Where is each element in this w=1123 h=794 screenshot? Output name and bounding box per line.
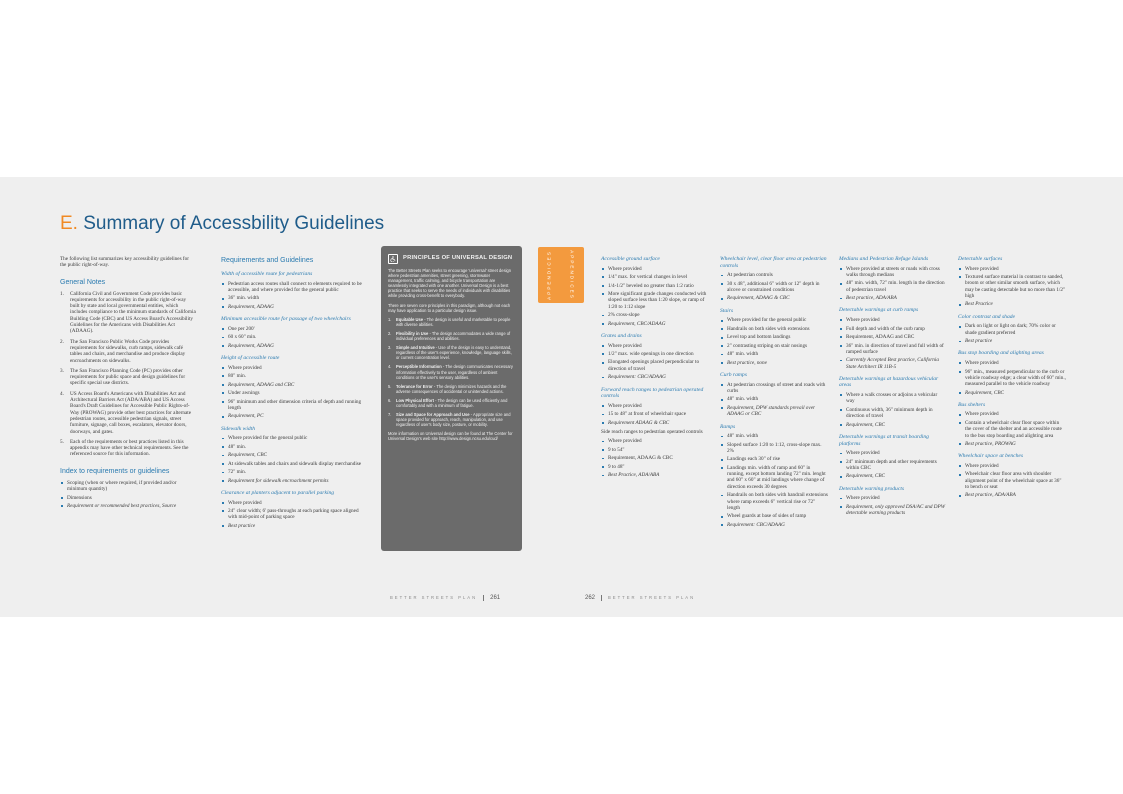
list-item: Where provided for the general public: [720, 317, 828, 323]
list-item: 2" contrasting striping on stair nosings: [720, 343, 828, 349]
list-item: 48" min.: [221, 444, 368, 450]
list-item: Best practice: [221, 523, 368, 529]
list-item: 72" min.: [221, 469, 368, 475]
list-item: Where provided: [601, 403, 709, 409]
bullet-list: [839, 266, 947, 302]
list-item: Wheel guards at base of sides of ramp: [720, 513, 828, 519]
page-number: 261: [490, 595, 501, 602]
list-item: 30 x 48", additional 6" width or 12" depth in alcove or constrained conditions: [720, 281, 828, 294]
list-item: Where provided at streets or roads with cross walks through medians: [839, 266, 947, 279]
section-heading: Detectable surfaces: [958, 256, 1003, 262]
list-item: Contain a wheelchair clear floor space within the cover of the shelter and an accessible route to the bus stop boarding and alighting area: [958, 420, 1066, 439]
section-heading: Stairs: [720, 307, 734, 314]
list-item: 48" min. width: [720, 433, 828, 439]
list-item: Where provided: [839, 317, 947, 323]
principle-item: [388, 412, 516, 427]
list-item: Requirement, CBC: [839, 473, 947, 479]
list-item: 9 to 48": [601, 464, 709, 470]
note-text: US Access Board's Americans with Disabilities Act and Architectural Barriers Act (ADA/ABA) and US Access Board's Draft Guidelines for Accessible Public Rights-of-Way (PROWAG) provide other best practices for alternate pedestrian routes, accessible pedestrian signals, street furniture, signage, call boxes, escalators, elevator doors, doorways, and gates.: [70, 390, 192, 435]
list-item: Requirement, ADAAG: [221, 304, 368, 310]
list-item: 1/2" max. wide openings in one direction: [601, 351, 709, 357]
list-item: 48" min. width: [720, 351, 828, 357]
title-text: Summary of Accessbility Guidelines: [83, 213, 385, 234]
principle-item: [388, 345, 516, 360]
appendices-tab: [538, 247, 584, 303]
list-item: Requirement: CBC/ADAAG: [601, 374, 709, 380]
list-item: Full depth and width of the curb ramp: [839, 326, 947, 332]
list-item: 9 to 54": [601, 447, 709, 453]
list-item: Best practice, ADA/ABA: [839, 295, 947, 301]
note-number: 5.: [60, 438, 64, 445]
principle-text: - Appropriate size and space provided for approach, reach, manipulation, and use regardless of user's body size, posture, or mobility.: [396, 412, 511, 428]
list-item: Requirement, PC: [221, 413, 368, 419]
section-heading: Wheelchair space at benches: [958, 453, 1024, 460]
list-item: 60 x 60" min.: [221, 334, 368, 340]
list-item: Requirement, ADAAG and CBC: [839, 334, 947, 340]
list-item: Requirement, ADAAG and CBC: [221, 382, 368, 388]
principle-text: - Use of the design is easy to understand, regardless of the user's experience, knowledge, language skills, or current concentration level.: [396, 345, 512, 361]
list-item: Best practice, PROWAG: [958, 441, 1066, 447]
section-heading: Width of accessible route for pedestrians: [221, 271, 313, 277]
principles-list: [388, 317, 516, 428]
principle-text: - The design minimizes hazards and the adverse consequences of accidental or unintended actions.: [396, 383, 507, 394]
list-item: Where provided: [958, 463, 1066, 469]
list-item: 48" min. width, 72" min. length in the direction of pedestrian travel: [839, 280, 947, 293]
appendices-tab-label: APPENDICES: [546, 250, 552, 300]
list-item: Elongated openings placed perpendicular to direction of travel: [601, 359, 709, 372]
note-number: 3.: [60, 367, 64, 374]
general-note: [60, 391, 196, 435]
note-number: 4.: [60, 390, 64, 397]
bullet-list: [720, 317, 828, 366]
list-item: 1/4-1/2" beveled no greater than 1:2 ratio: [601, 283, 709, 289]
principle-name: Flexibility in Use: [396, 330, 429, 336]
guidelines-column-6: [958, 256, 1066, 501]
bullet-list: [221, 281, 368, 311]
section-heading: Clearance at planters adjacent to parallel parking: [221, 489, 335, 496]
section-heading: Grates and drains: [601, 332, 642, 339]
principle-item: [388, 331, 516, 341]
general-note: [60, 439, 196, 458]
list-item: Where provided: [221, 500, 368, 506]
note-number: 2.: [60, 338, 64, 345]
note-text: The San Francisco Public Works Code provides requirements for sidewalks, curb ramps, sidewalk café tables and chairs, and merchandise and produce display encroachments on sidewalks.: [70, 338, 186, 364]
section-heading: Bus stop boarding and alighting areas: [958, 350, 1044, 357]
section-heading: Minimum accessible route for passage of two wheelchairs: [221, 316, 351, 323]
principle-name: Perceptible Information: [396, 364, 442, 370]
list-item: Wheelchair clear floor area with shoulder alignment point of the wheelchair space at 36" to bench or seat: [958, 471, 1066, 490]
accessibility-icon: [388, 254, 398, 264]
note-text: The San Francisco Planning Code (PC) provides other requirements for public space and design guidelines for specific special use districts.: [70, 367, 186, 387]
list-item: Where provided: [839, 450, 947, 456]
list-item: More significant grade changes conducted with sloped surface less than 1:20 slope, or ramp of 1:20 to 1:12 slope: [601, 291, 709, 310]
list-item: Landings each 30" of rise: [720, 456, 828, 462]
list-item: Where provided: [601, 266, 709, 272]
list-item: Requirement for sidewalk encroachment permits: [221, 478, 368, 484]
list-item: Requirement, ADAAG & CBC: [720, 295, 828, 301]
note-text: California Civil and Government Code provides basic requirements for accessibility in the public right-of-way built by state and local governmental entities, which includes compliance to the minimum standards of California Building Code (CBC) and US Access Board's Accessibility Guidelines for the Americans with Disabilities Act (ADAAG).: [70, 290, 196, 335]
bullet-list: [601, 343, 709, 381]
principle-text: - The design is useful and marketable to people with diverse abilities.: [396, 316, 511, 327]
list-item: Where provided: [839, 495, 947, 501]
general-note: [60, 339, 196, 364]
section-heading: Wheelchair level, clear floor area at pedestrian controls: [720, 256, 827, 269]
principle-number: 4.: [388, 364, 392, 370]
principle-number: 1.: [388, 316, 392, 322]
list-item: 15 to 48" at front of wheelchair space: [601, 411, 709, 417]
general-notes-heading: General Notes: [60, 278, 106, 286]
bullet-list: [958, 266, 1066, 308]
principle-number: 6.: [388, 397, 392, 403]
bullet-list: [839, 317, 947, 370]
requirements-heading: Requirements and Guidelines: [221, 257, 314, 264]
list-item: Requirement, ADAAG & CBC: [601, 455, 709, 461]
note-text: Each of the requirements or best practices listed in this appendix may have other technical requirements. See the referenced source for this information.: [70, 438, 189, 458]
list-item: Dimensions: [60, 495, 196, 501]
list-item: Scoping (when or where required, if provided and/or minimum quantity): [60, 480, 196, 493]
list-item: Level top and bottom landings: [720, 334, 828, 340]
section-heading: Detectable warnings at curb ramps: [839, 307, 919, 314]
list-item: Handrails on both sides with handrail extensions where ramp exceeds 6" vertical rise or 72" length: [720, 492, 828, 511]
list-item: Best practice, none: [720, 360, 828, 366]
bullet-list: [720, 272, 828, 302]
list-item: At pedestrian crossings of street and roads with curbs: [720, 382, 828, 395]
principle-number: 5.: [388, 383, 392, 389]
intro-text: The following list summarizes key accessibility guidelines for the public right-of-way.: [60, 256, 189, 269]
principle-text: - The design can be used efficiently and comfortably and with a minimum of fatigue.: [396, 397, 508, 408]
list-item: Requirement, CBC: [958, 390, 1066, 396]
note-number: 1.: [60, 290, 64, 297]
list-item: 96" minimum and other dimension criteria of depth and running length: [221, 399, 368, 412]
list-item: Dark on light or light on dark; 70% color or shade gradient preferred: [958, 323, 1066, 336]
list-item: Requirement, CBC/ADAAG: [601, 321, 709, 327]
list-item: 36" min. in direction of travel and full width of ramped surface: [839, 343, 947, 356]
list-item: Requirement or recommended best practices, Source: [60, 503, 196, 509]
list-item: Requirement, DPW standards prevail over ADAAG or CBC: [720, 405, 828, 418]
list-item: Pedestrian access routes shall connect to elements required to be accessible, and where provided for the general public: [221, 281, 368, 294]
list-item: Requirement, CBC: [221, 452, 368, 458]
section-heading: Forward reach ranges to pedestrian operated controls: [601, 386, 704, 400]
principle-name: Simple and Intuitive: [396, 345, 435, 351]
section-heading: Bus shelters: [958, 401, 986, 408]
guidelines-column-3: [601, 256, 709, 481]
section-heading: Sidewalk width: [221, 425, 256, 432]
list-item: Requirement, ADAAG: [221, 343, 368, 349]
principle-number: 3.: [388, 345, 392, 351]
list-item: At sidewalk tables and chairs and sidewalk display merchandise: [221, 461, 368, 467]
section-heading: Detectable warnings at hazardous vehicular areas: [839, 375, 939, 389]
list-item: Where provided for the general public: [221, 435, 368, 441]
list-item: 48" min. width: [720, 396, 828, 402]
list-item: Requirement, CBC: [839, 422, 947, 428]
list-item: 24" clear width; 6' pass-throughs at each parking space aligned with mid-point of parking space: [221, 508, 368, 521]
list-item: Where provided: [601, 343, 709, 349]
list-item: Requirement, only approved DSA/AC and DPW detectable warning products: [839, 504, 947, 517]
principle-text: - The design accommodates a wide range of individual preferences and abilities.: [396, 330, 511, 342]
general-note: [60, 368, 196, 387]
general-notes-column: [60, 256, 196, 511]
bullet-list: [601, 403, 709, 426]
bullet-list: [601, 438, 709, 478]
universal-design-paragraph: The Better Streets Plan seeks to encourage 'universal' street design where pedestrian amenities, street greening, stormwater management, traffic calming, and bicycle transportation are seamlessly integrated with one another. Universal Design is a best practice that seeks to serve the needs of individuals with disabilities while providing cross-benefit to everybody.: [388, 268, 512, 299]
list-item: Currently Accepted Best practice, California State Architect IR 11B-5: [839, 357, 947, 370]
section-heading: Detectable warning products: [839, 485, 905, 492]
general-notes-list: [60, 291, 196, 458]
principle-text: - The design communicates necessary information effectively to the user, regardless of ambient conditions or the user's sensory abilities.: [396, 364, 513, 380]
bullet-list: [221, 435, 368, 484]
bullet-list: [221, 500, 368, 530]
page-spread: [0, 177, 1123, 617]
list-item: Where provided: [601, 438, 709, 444]
index-list: [60, 480, 196, 510]
list-item: Best practice, ADA/ABA: [958, 492, 1066, 498]
appendices-tab-label: APPENDICES: [569, 250, 575, 300]
bullet-list: [958, 463, 1066, 499]
principle-number: 2.: [388, 330, 392, 336]
list-item: Where a walk crosses or adjoins a vehicular way: [839, 392, 947, 405]
guidelines-column-5: [839, 256, 947, 519]
requirements-column: [221, 256, 368, 531]
list-item: 24" minimum depth and other requirements within CBC: [839, 459, 947, 472]
guidelines-column-4: [720, 256, 828, 530]
list-item: One per 200': [221, 326, 368, 332]
list-item: 2% cross-slope: [601, 312, 709, 318]
list-item: Requirement: CBC/ADAAG: [720, 522, 828, 528]
universal-design-title: PRINCIPLES OF UNIVERSAL DESIGN: [403, 255, 513, 262]
list-item: 80" min.: [221, 373, 368, 379]
section-heading: Height of accessible route: [221, 355, 280, 362]
section-heading: Medians and Pedestrian Refuge Islands: [839, 256, 929, 262]
list-item: 96" min., measured perpendicular to the curb or vehicle roadway edge; a clear width of 60" min., measured parallel to the vehicle roadway: [958, 369, 1066, 388]
principle-item: [388, 317, 516, 327]
footer-left: [390, 595, 500, 601]
footer-title: BETTER STREETS PLAN: [390, 595, 478, 601]
list-item: Landings min. width of ramp and 60" in running, except bottom landing 72" min. lenght and 60" x 60" at mid landings where change of direction exceeds 30 degrees: [720, 465, 828, 490]
list-item: 36" min. width: [221, 295, 368, 301]
footer-right: [585, 595, 695, 601]
list-item: Best Practice, ADA/ABA: [601, 472, 709, 478]
universal-design-paragraph: There are seven core principles in this paradigm, although not each may have application to a particular design issue.: [388, 302, 511, 313]
principle-name: Low Physical Effort: [396, 397, 434, 403]
list-item: Where provided: [958, 411, 1066, 417]
list-item: At pedestrian controls: [720, 272, 828, 278]
section-heading: Accessible ground surface: [601, 256, 660, 262]
list-item: Sloped surface 1:20 to 1:12, cross-slope max. 2%: [720, 442, 828, 455]
footer-title: BETTER STREETS PLAN: [608, 595, 696, 601]
principle-item: [388, 384, 516, 394]
list-item: Where provided: [221, 365, 368, 371]
section-heading: Curb ramps: [720, 372, 747, 379]
list-item: Best Practice: [958, 301, 1066, 307]
index-heading: Index to requirements or guidelines: [60, 467, 170, 475]
list-item: Textured surface material in contrast to sanded, broom or other similar smooth surface, which may be casting detectable but no more than 1/2" high: [958, 274, 1066, 299]
bullet-list: [839, 495, 947, 516]
title-letter: E.: [60, 213, 78, 234]
list-item: Continuous width, 36" minimum depth in direction of travel: [839, 407, 947, 420]
side-reach-text: Side reach ranges to pedestrian operated controls: [601, 429, 703, 435]
universal-design-sidebar: [381, 246, 522, 551]
principle-item: [388, 398, 516, 408]
list-item: 1/4" max. for vertical changes in level: [601, 274, 709, 280]
general-note: [60, 291, 196, 335]
principle-name: Size and Space for Approach and Use: [396, 412, 470, 418]
principle-number: 7.: [388, 412, 392, 418]
principle-item: [388, 364, 516, 379]
bullet-list: [958, 360, 1066, 396]
list-item: Requirement ADAAG & CBC: [601, 420, 709, 426]
bullet-list: [958, 411, 1066, 447]
bullet-list: [221, 326, 368, 349]
bullet-list: [839, 392, 947, 428]
section-heading: Color contrast and shade: [958, 313, 1016, 320]
list-item: Where provided: [958, 266, 1066, 272]
list-item: Where provided: [958, 360, 1066, 366]
list-item: Handrails on both sides with extensions: [720, 326, 828, 332]
list-item: Best practice: [958, 338, 1066, 344]
universal-design-more-info: More information on Universal design can be found at The Center for Universal Design's web site http://www.design.ncsu.edu/cud/: [388, 431, 513, 442]
principle-name: Tolerance for Error: [396, 383, 433, 389]
section-heading: Ramps: [720, 423, 736, 430]
bullet-list: [839, 450, 947, 480]
section-heading: Detectable warnings at transit boarding platforms: [839, 433, 929, 447]
principle-name: Equitable Use: [396, 316, 424, 322]
bullet-list: [720, 433, 828, 528]
list-item: Under awnings: [221, 390, 368, 396]
bullet-list: [221, 365, 368, 420]
page-number: 262: [585, 595, 596, 602]
bullet-list: [958, 323, 1066, 344]
bullet-list: [601, 266, 709, 327]
bullet-list: [720, 382, 828, 418]
page-title: [60, 213, 384, 235]
